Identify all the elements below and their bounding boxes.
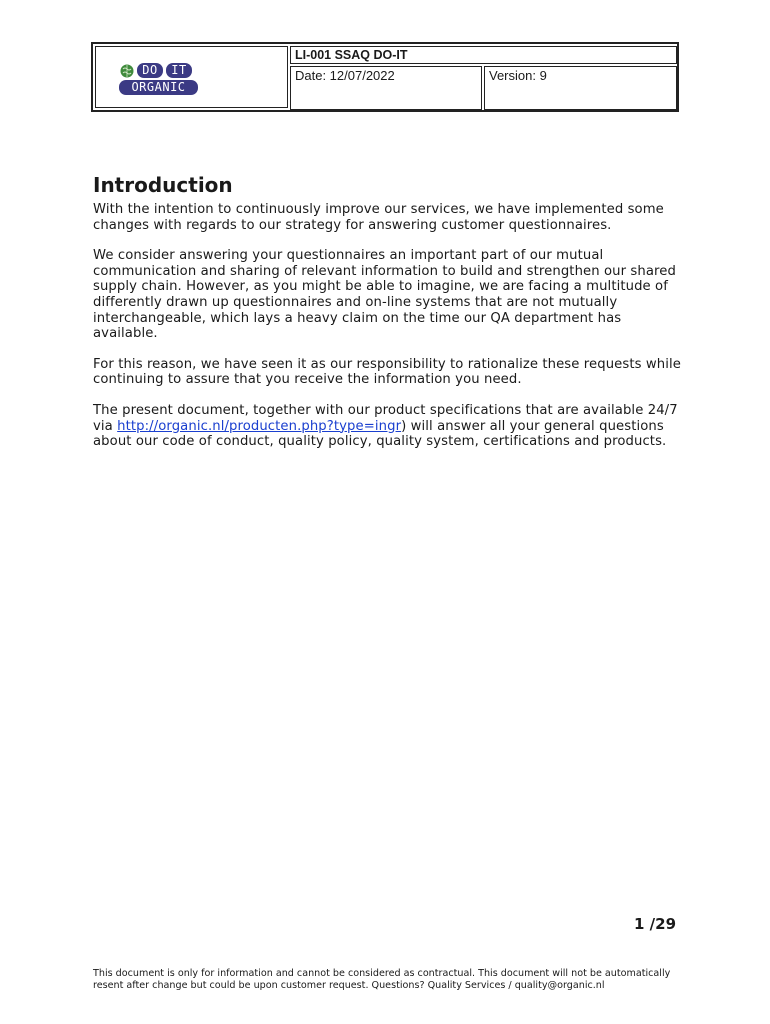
section-heading: Introduction	[93, 173, 233, 197]
logo-word-do: DO	[137, 63, 163, 78]
globe-icon	[120, 64, 134, 78]
paragraph-2: We consider answering your questionnaires an important part of our mutual communication and sharing of relevant information to build and strengthen our shared supply chain. However, as you might be able to imagine, we are facing a multitude of differently drawn up questionnaires and on-line systems that are not mutually interchangeable, which lays a heavy claim on the time our QA department has available.	[93, 248, 676, 342]
document-date: Date: 12/07/2022	[290, 66, 482, 110]
paragraph-4-text-end: ) will answer all your general questions about our code of conduct, quality policy, quality system, certifications and products.	[93, 418, 667, 450]
document-code-title: LI-001 SSAQ DO-IT	[290, 46, 677, 64]
logo-cell	[95, 46, 288, 108]
paragraph-4-text-start: The present document, together with our product specifications that are available 24/7 via	[93, 402, 678, 434]
footer-disclaimer: This document is only for information and cannot be considered as contractual. This document will not be automatically resent after change but could be upon customer request. Questions? Quality Services / quality@organic.nl	[93, 968, 671, 991]
logo-word-organic: ORGANIC	[119, 80, 198, 95]
do-it-organic-logo	[118, 61, 200, 97]
document-version: Version: 9	[484, 66, 677, 110]
page-number: 1 /29	[634, 915, 677, 933]
paragraph-3: For this reason, we have seen it as our responsibility to rationalize these requests while continuing to assure that you receive the information you need.	[93, 356, 681, 388]
logo-word-it: IT	[166, 63, 192, 78]
paragraph-4	[93, 403, 685, 450]
product-spec-link[interactable]: http://organic.nl/producten.php?type=ingr	[117, 418, 402, 434]
paragraph-1: With the intention to continuously improve our services, we have implemented some changes with regards to our strategy for answering customer questionnaires.	[93, 202, 664, 233]
document-header-table	[91, 42, 679, 112]
main-content	[93, 172, 685, 465]
